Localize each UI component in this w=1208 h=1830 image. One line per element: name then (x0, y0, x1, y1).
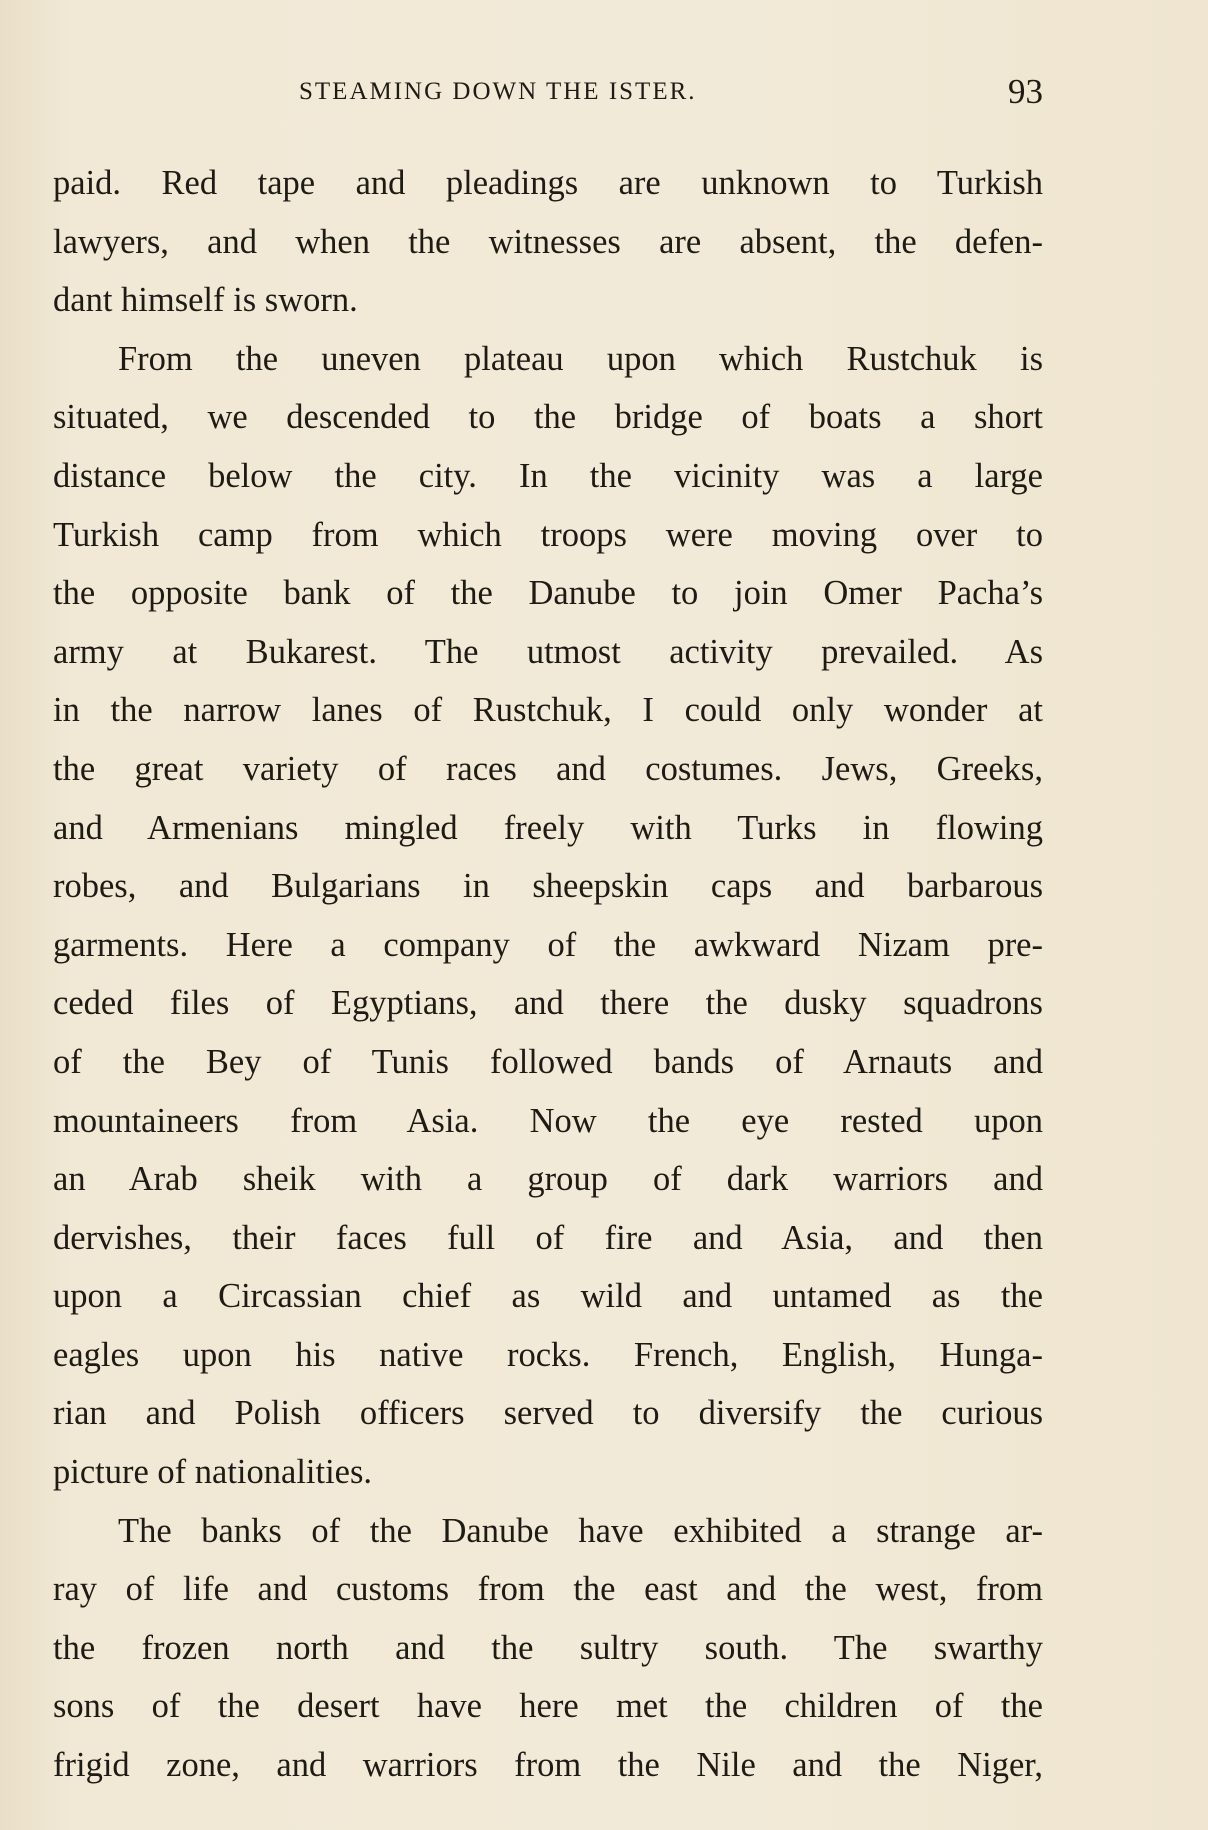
text-line: in the narrow lanes of Rustchuk, I could only wonder at (53, 691, 1043, 730)
text-line: ray of life and customs from the east and the west, from (53, 1570, 1043, 1609)
paragraph-3 (53, 1502, 1043, 1795)
text-line: distance below the city. In the vicinity was a large (53, 456, 1043, 495)
text-line: situated, we descended to the bridge of boats a short (53, 398, 1043, 437)
text-line: eagles upon his native rocks. French, English, Hunga- (53, 1335, 1043, 1374)
text-line: lawyers, and when the witnesses are absent, the defen- (53, 222, 1043, 261)
text-line: picture of nationalities. (53, 1453, 373, 1492)
text-line: ceded files of Egyptians, and there the dusky squadrons (53, 984, 1043, 1023)
text-line: army at Bukarest. The utmost activity prevailed. As (53, 632, 1043, 671)
text-line: The banks of the Danube have exhibited a strange ar- (118, 1511, 1043, 1550)
text-line: robes, and Bulgarians in sheepskin caps and barbarous (53, 867, 1043, 906)
text-line: From the uneven plateau upon which Rustchuk is (118, 339, 1043, 378)
text-line: garments. Here a company of the awkward Nizam pre- (53, 925, 1043, 964)
paragraph-1 (53, 154, 1043, 330)
text-line: the great variety of races and costumes. Jews, Greeks, (53, 749, 1043, 788)
text-line: of the Bey of Tunis followed bands of Arnauts and (53, 1042, 1043, 1081)
body-text (53, 154, 1043, 1795)
text-line: rian and Polish officers served to diversify the curious (53, 1394, 1043, 1433)
text-line: the frozen north and the sultry south. The swarthy (53, 1628, 1043, 1667)
text-line: paid. Red tape and pleadings are unknown to Turkish (53, 164, 1043, 202)
text-line: and Armenians mingled freely with Turks in flowing (53, 808, 1043, 847)
running-head (53, 72, 1043, 112)
text-line: upon a Circassian chief as wild and untamed as the (53, 1277, 1043, 1316)
text-line: mountaineers from Asia. Now the eye rested upon (53, 1101, 1043, 1140)
text-line: an Arab sheik with a group of dark warriors and (53, 1160, 1043, 1199)
page-number: 93 (1008, 72, 1043, 111)
paragraph-2 (53, 330, 1043, 1502)
text-line: frigid zone, and warriors from the Nile and the Niger, (53, 1746, 1043, 1785)
text-line: the opposite bank of the Danube to join Omer Pacha’s (53, 574, 1043, 613)
text-line: sons of the desert have here met the children of the (53, 1687, 1043, 1726)
text-line: Turkish camp from which troops were moving over to (53, 515, 1043, 554)
text-line: dervishes, their faces full of fire and Asia, and then (53, 1218, 1043, 1257)
text-line: dant himself is sworn. (53, 281, 358, 320)
running-title: STEAMING DOWN THE ISTER. (299, 78, 697, 105)
